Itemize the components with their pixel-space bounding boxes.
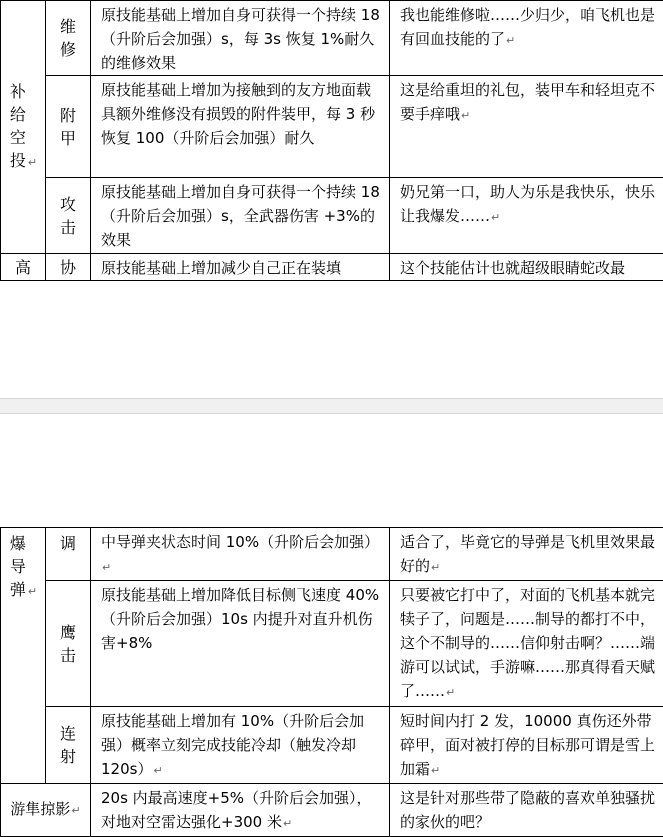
skill-cell <box>46 178 91 254</box>
skills-table-missile <box>0 527 663 837</box>
skills-table-supply-drop <box>0 0 663 281</box>
page-break <box>0 398 663 414</box>
description-cell <box>91 76 390 178</box>
skill-description: 原技能基础上增加为接触到的友方地面载具额外维修没有损毁的附件装甲，每 3 秒恢复 100（升阶后会加强）耐久 <box>101 81 375 147</box>
skill-name: 维修 <box>59 15 77 61</box>
description-cell <box>91 178 390 254</box>
comment-cell <box>390 528 663 581</box>
group-label: 爆导弹 <box>9 532 27 601</box>
group-cell <box>1 528 46 784</box>
paragraph-mark-icon: ↵ <box>491 211 500 224</box>
skill-comment: 奶兄第一口，助人为乐是我快乐，快乐让我爆发…… <box>400 183 655 225</box>
comment-cell <box>390 1 663 76</box>
comment-cell <box>390 707 663 784</box>
skill-comment: 我也能维修啦……少归少，咱飞机也是有回血技能的了 <box>400 6 655 48</box>
skill-cell <box>46 528 91 581</box>
skill-description: 原技能基础上增加有 10%（升阶后会加强）概率立刻完成技能冷却（触发冷却 120s） <box>101 712 364 778</box>
skill-name: 调 <box>59 532 77 555</box>
skill-comment: 这个技能估计也就超级眼睛蛇改最 <box>400 259 625 277</box>
group-label: 补给空投 <box>9 80 27 172</box>
document-page-top <box>0 0 663 398</box>
skill-cell <box>46 76 91 178</box>
group-cell <box>1 784 91 837</box>
paragraph-mark-icon: ↵ <box>102 561 111 574</box>
table-row <box>1 528 663 581</box>
skill-cell <box>46 1 91 76</box>
skill-comment: 这是针对那些带了隐蔽的喜欢单独骚扰的家伙的吧？ <box>400 789 655 831</box>
skill-cell <box>46 581 91 707</box>
paragraph-mark-icon: ↵ <box>461 109 470 122</box>
paragraph-mark-icon: ↵ <box>431 561 440 574</box>
skill-description: 原技能基础上增加自身可获得一个持续 18（升阶后会加强）s，每 3s 恢复 1%耐久的维修效果 <box>101 6 380 72</box>
description-cell <box>91 707 390 784</box>
paragraph-mark-icon: ↵ <box>446 686 455 699</box>
skill-name: 连射 <box>59 722 77 768</box>
skill-name: 协 <box>60 258 76 277</box>
paragraph-mark-icon: ↵ <box>71 804 80 817</box>
comment-cell <box>390 581 663 707</box>
paragraph-mark-icon: ↵ <box>28 156 37 169</box>
group-label: 游隼掠影 <box>10 800 70 818</box>
table-row <box>1 581 663 707</box>
comment-cell <box>390 178 663 254</box>
skill-comment: 短时间内打 2 发，10000 真伤还外带碎甲，面对被打停的目标那可谓是雪上加霜 <box>400 712 655 778</box>
table-row <box>1 178 663 254</box>
paragraph-mark-icon: ↵ <box>153 764 162 777</box>
skill-comment: 适合了，毕竟它的导弹是飞机里效果最好的 <box>400 533 655 575</box>
group-label: 高 <box>15 258 31 277</box>
description-cell <box>91 528 390 581</box>
group-cell <box>1 254 46 281</box>
skill-name: 附甲 <box>59 104 77 150</box>
table-row <box>1 784 663 837</box>
skill-comment: 只要被它打中了，对面的飞机基本就完犊子了，问题是……制导的都打不中，这个不制导的……信仰射击啊？……端游可以试试，手游嘛……那真得看天赋了…… <box>400 586 655 700</box>
paragraph-mark-icon: ↵ <box>506 34 515 47</box>
description-cell <box>91 254 390 281</box>
skill-description: 原技能基础上增加降低目标侧飞速度 40%（升阶后会加强）10s 内提升对直升机伤害+8% <box>101 586 379 652</box>
skill-description: 20s 内最高速度+5%（升阶后会加强），对地对空雷达强化+300 米 <box>101 789 372 831</box>
comment-cell <box>390 784 663 837</box>
table-row <box>1 707 663 784</box>
comment-cell <box>390 76 663 178</box>
description-cell <box>91 1 390 76</box>
table-row <box>1 1 663 76</box>
table-row <box>1 254 663 281</box>
description-cell <box>91 784 390 837</box>
skill-description: 中导弹夹状态时间 10%（升阶后会加强） <box>101 533 379 551</box>
skill-cell <box>46 707 91 784</box>
paragraph-mark-icon: ↵ <box>283 817 292 830</box>
paragraph-mark-icon: ↵ <box>28 585 37 598</box>
skill-name: 鹰击 <box>59 621 77 667</box>
skill-description: 原技能基础上增加减少自己正在装填 <box>101 259 341 277</box>
table-row <box>1 76 663 178</box>
skill-cell <box>46 254 91 281</box>
skill-comment: 这是给重坦的礼包，装甲车和轻坦克不要手痒哦 <box>400 81 655 123</box>
document-page-bottom <box>0 414 663 833</box>
skill-name: 攻击 <box>59 193 77 239</box>
group-cell <box>1 1 46 254</box>
skill-description: 原技能基础上增加自身可获得一个持续 18（升阶后会加强）s，全武器伤害 +3%的效果 <box>101 183 380 249</box>
comment-cell <box>390 254 663 281</box>
paragraph-mark-icon: ↵ <box>431 764 440 777</box>
description-cell <box>91 581 390 707</box>
